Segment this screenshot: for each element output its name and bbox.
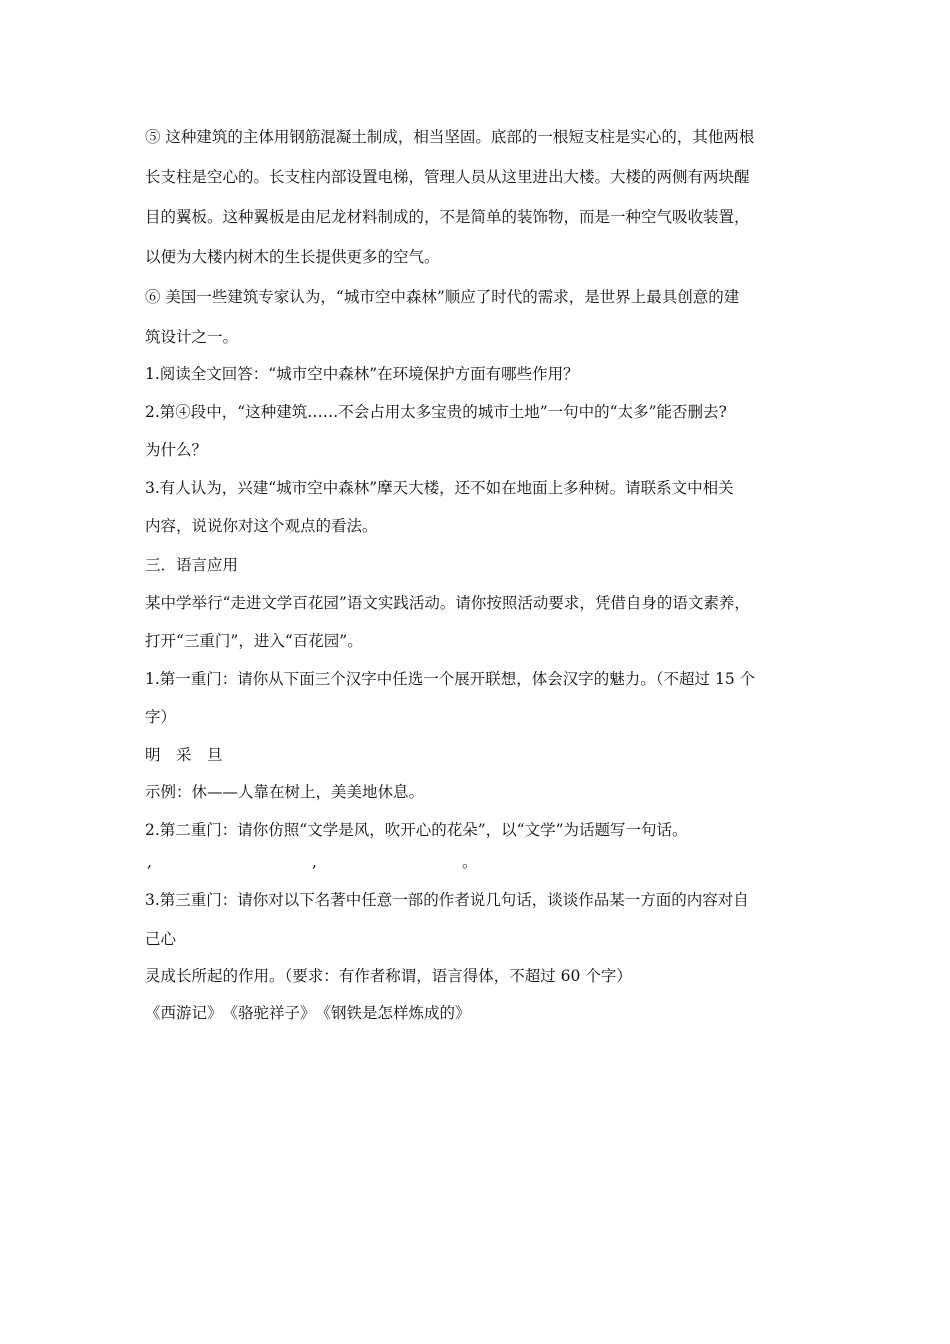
question-1: 1.阅读全文回答：“城市空中森林”在环境保护方面有哪些作用？: [145, 365, 579, 383]
question-3-line-1: 3.有人认为，兴建“城市空中森林”摩天大楼，还不如在地面上多种树。请联系文中相关: [145, 479, 734, 497]
question-3-line-2: 内容，说说你对这个观点的看法。: [145, 517, 378, 535]
para-5-line-2: 长支柱是空心的。长支柱内部设置电梯，管理人员从这里进出大楼。大楼的两侧有两块醒: [145, 168, 750, 186]
question-2-line-2: 为什么？: [145, 441, 208, 459]
gate-3-line-3: 灵成长所起的作用。（要求：有作者称谓，语言得体，不超过 60 个字）: [145, 967, 632, 985]
gate-3-line-1: 3.第三重门：请你对以下名著中任意一部的作者说几句话，谈谈作品某一方面的内容对自: [145, 891, 749, 909]
para-5-line-3: 目的翼板。这种翼板是由尼龙材料制成的，不是简单的装饰物，而是一种空气吸收装置，: [145, 208, 750, 226]
section-heading-language: 三．语言应用: [145, 556, 239, 574]
gate-1-line-2: 字）: [145, 708, 177, 726]
blank-mark: ,: [312, 853, 317, 871]
activity-intro-line-2: 打开“三重门”，进入“百花园”。: [145, 632, 363, 650]
para-5-line-1: ⑤ 这种建筑的主体用钢筋混凝土制成，相当坚固。底部的一根短支柱是实心的，其他两根: [145, 128, 755, 146]
gate-2: 2.第二重门：请你仿照“文学是风，吹开心的花朵”，以“文学”为话题写一句话。: [145, 821, 688, 839]
blank-mark: ,: [147, 853, 152, 871]
activity-intro-line-1: 某中学举行“走进文学百花园”语文实践活动。请你按照活动要求，凭借自身的语文素养，: [145, 594, 750, 612]
gate-1-example: 示例：休——人靠在树上，美美地休息。: [145, 783, 425, 801]
para-5-line-4: 以便为大楼内树木的生长提供更多的空气。: [145, 248, 440, 266]
blank-mark: 。: [462, 853, 478, 871]
para-6-line-2: 筑设计之一。: [145, 328, 239, 346]
gate-1-line-1: 1.第一重门：请你从下面三个汉字中任选一个展开联想，体会汉字的魅力。（不超过 15 个: [145, 670, 756, 688]
gate-3-line-2: 己心: [145, 930, 177, 948]
para-6-line-1: ⑥ 美国一些建筑专家认为，“城市空中森林”顺应了时代的需求，是世界上最具创意的建: [145, 288, 740, 306]
gate-1-characters: 明 采 旦: [145, 746, 223, 764]
question-2-line-1: 2.第④段中，“这种建筑……不会占用太多宝贵的城市土地”一句中的“太多”能否删去?: [145, 403, 727, 421]
gate-3-book-list: 《西游记》 《骆驼祥子》 《钢铁是怎样炼成的》: [145, 1004, 471, 1022]
